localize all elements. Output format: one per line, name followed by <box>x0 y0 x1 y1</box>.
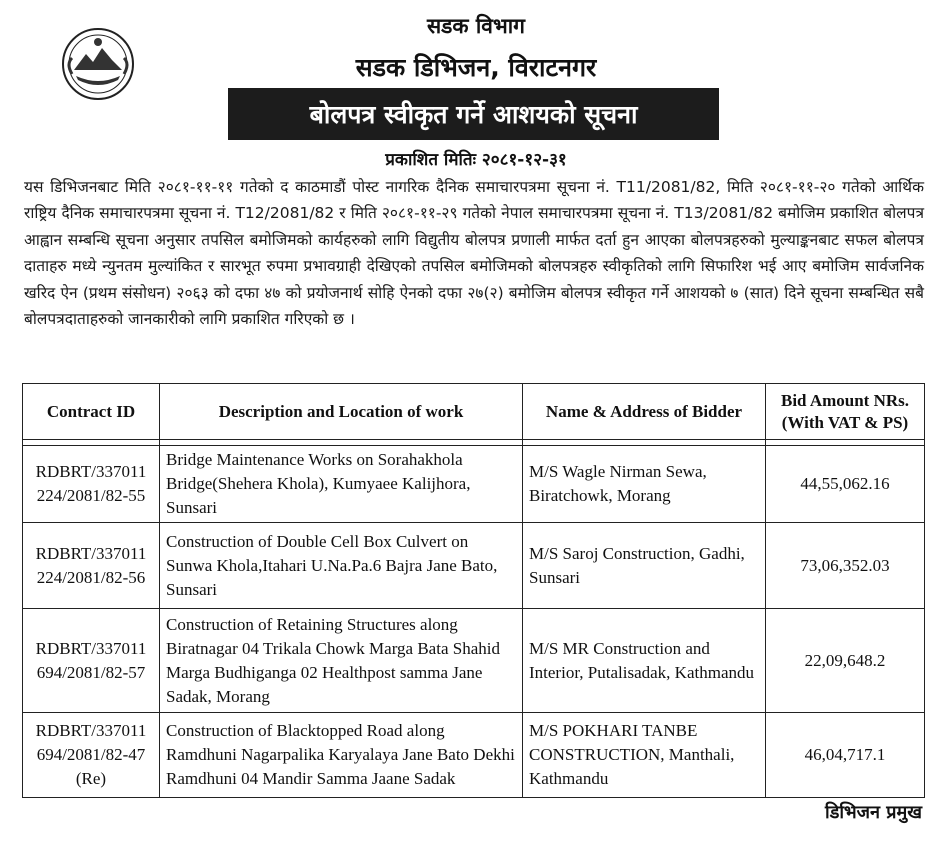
table-header-row <box>23 384 925 440</box>
table-row <box>23 609 925 713</box>
header-description: Description and Location of work <box>160 384 523 440</box>
division-name: सडक डिभिजन, विराटनगर <box>355 53 597 82</box>
contract-id-line: (Re) <box>75 769 107 788</box>
accepted-bids-table <box>22 383 925 798</box>
description-cell: Construction of Retaining Structures along Biratnagar 04 Trikala Chowk Marga Bata Shahid Marga Budhiganga 02 Healthpost samma Jane Sadak, Morang <box>160 609 523 713</box>
table-row <box>23 523 925 609</box>
contract-id-cell <box>23 609 160 713</box>
contract-id-line: 224/2081/82-56 <box>36 567 146 587</box>
signature-title: डिभिजन प्रमुख <box>825 802 922 823</box>
table-row <box>23 713 925 798</box>
description-cell: Construction of Double Cell Box Culvert on Sunwa Khola,Itahari U.Na.Pa.6 Bajra Jane Bato, Sunsari <box>160 523 523 609</box>
header-bidder: Name & Address of Bidder <box>523 384 766 440</box>
contract-id-line: RDBRT/337011 <box>35 721 147 740</box>
contract-id-cell <box>23 446 160 523</box>
amount-cell: 73,06,352.03 <box>766 523 925 609</box>
amount-cell: 46,04,717.1 <box>766 713 925 798</box>
bidder-cell: M/S Wagle Nirman Sewa, Biratchowk, Morang <box>523 446 766 523</box>
amount-cell: 44,55,062.16 <box>766 446 925 523</box>
contract-id-line: 694/2081/82-47 <box>36 745 146 764</box>
header-bid-amount <box>766 384 925 440</box>
notice-title: बोलपत्र स्वीकृत गर्ने आशयको सूचना <box>309 100 638 129</box>
description-cell: Construction of Blacktopped Road along Ramdhuni Nagarpalika Karyalaya Jane Bato Dekhi Ramdhuni 04 Mandir Samma Jaane Sadak <box>160 713 523 798</box>
contract-id-cell <box>23 713 160 798</box>
contract-id-line: 694/2081/82-57 <box>36 662 146 682</box>
bidder-cell: M/S MR Construction and Interior, Putalisadak, Kathmandu <box>523 609 766 713</box>
table-row <box>23 446 925 523</box>
header-bid-amount-line2: (With VAT & PS) <box>781 412 909 432</box>
notice-title-banner <box>228 88 719 140</box>
contract-id-line: RDBRT/337011 <box>35 462 147 481</box>
amount-cell: 22,09,648.2 <box>766 609 925 713</box>
description-cell: Bridge Maintenance Works on Sorahakhola Bridge(Shehera Khola), Kumyaee Kalijhora, Sunsari <box>160 446 523 523</box>
department-name: सडक विभाग <box>426 14 525 38</box>
contract-id-line: 224/2081/82-55 <box>36 486 146 505</box>
published-date: प्रकाशित मितिः २०८१-१२-३१ <box>385 150 567 170</box>
contract-id-cell <box>23 523 160 609</box>
contract-id-line: RDBRT/337011 <box>35 543 147 563</box>
header-contract-id: Contract ID <box>23 384 160 440</box>
contract-id-line: RDBRT/337011 <box>35 638 147 658</box>
notice-body-text: यस डिभिजनबाट मिति २०८१-११-११ गतेको द काठमाडौं पोस्ट नागरिक दैनिक समाचारपत्रमा सूचना नं. T11/2081/82, मिति २०८१-११-२० गतेको आर्थिक राष्ट्रिय दैनिक समाचारपत्रमा सूचना नं. T12/2081/82 र मिति २०८१-११-२९ गतेको नेपाल समाचारपत्रमा सूचना नं. T13/2081/82 बमोजिम प्रकाशित बोलपत्र आह्वान सम्बन्धि सूचना अनुसार तपसिल बमोजिमको कार्यहरुको लागि विद्युतीय बोलपत्र प्रणाली मार्फत दर्ता हुन आएका बोलपत्रहरुको मुल्याङ्कनबाट सफल बोलपत्र दाताहरु मध्ये न्युनतम मुल्यांकित र सारभूत रुपमा प्रभावग्राही देखिएको तपसिल बमोजिमको बोलपत्रहरु स्वीकृतिको लागि सिफारिश भई आए बमोजिम सार्वजनिक खरिद ऐन (प्रथम संसोधन) २०६३ को दफा ४७ को प्रयोजनार्थ सोहि ऐनको दफा २७(२) बमोजिम बोलपत्र स्वीकृत गर्ने आशयको ७ (सात) दिने सूचना सम्बन्धित सबै बोलपत्रदाताहरुको जानकारीको लागि प्रकाशित गरिएको छ । <box>24 178 924 329</box>
bidder-cell: M/S POKHARI TANBE CONSTRUCTION, Manthali, Kathmandu <box>523 713 766 798</box>
header-bid-amount-line1: Bid Amount NRs. <box>780 390 909 410</box>
bidder-cell: M/S Saroj Construction, Gadhi, Sunsari <box>523 523 766 609</box>
